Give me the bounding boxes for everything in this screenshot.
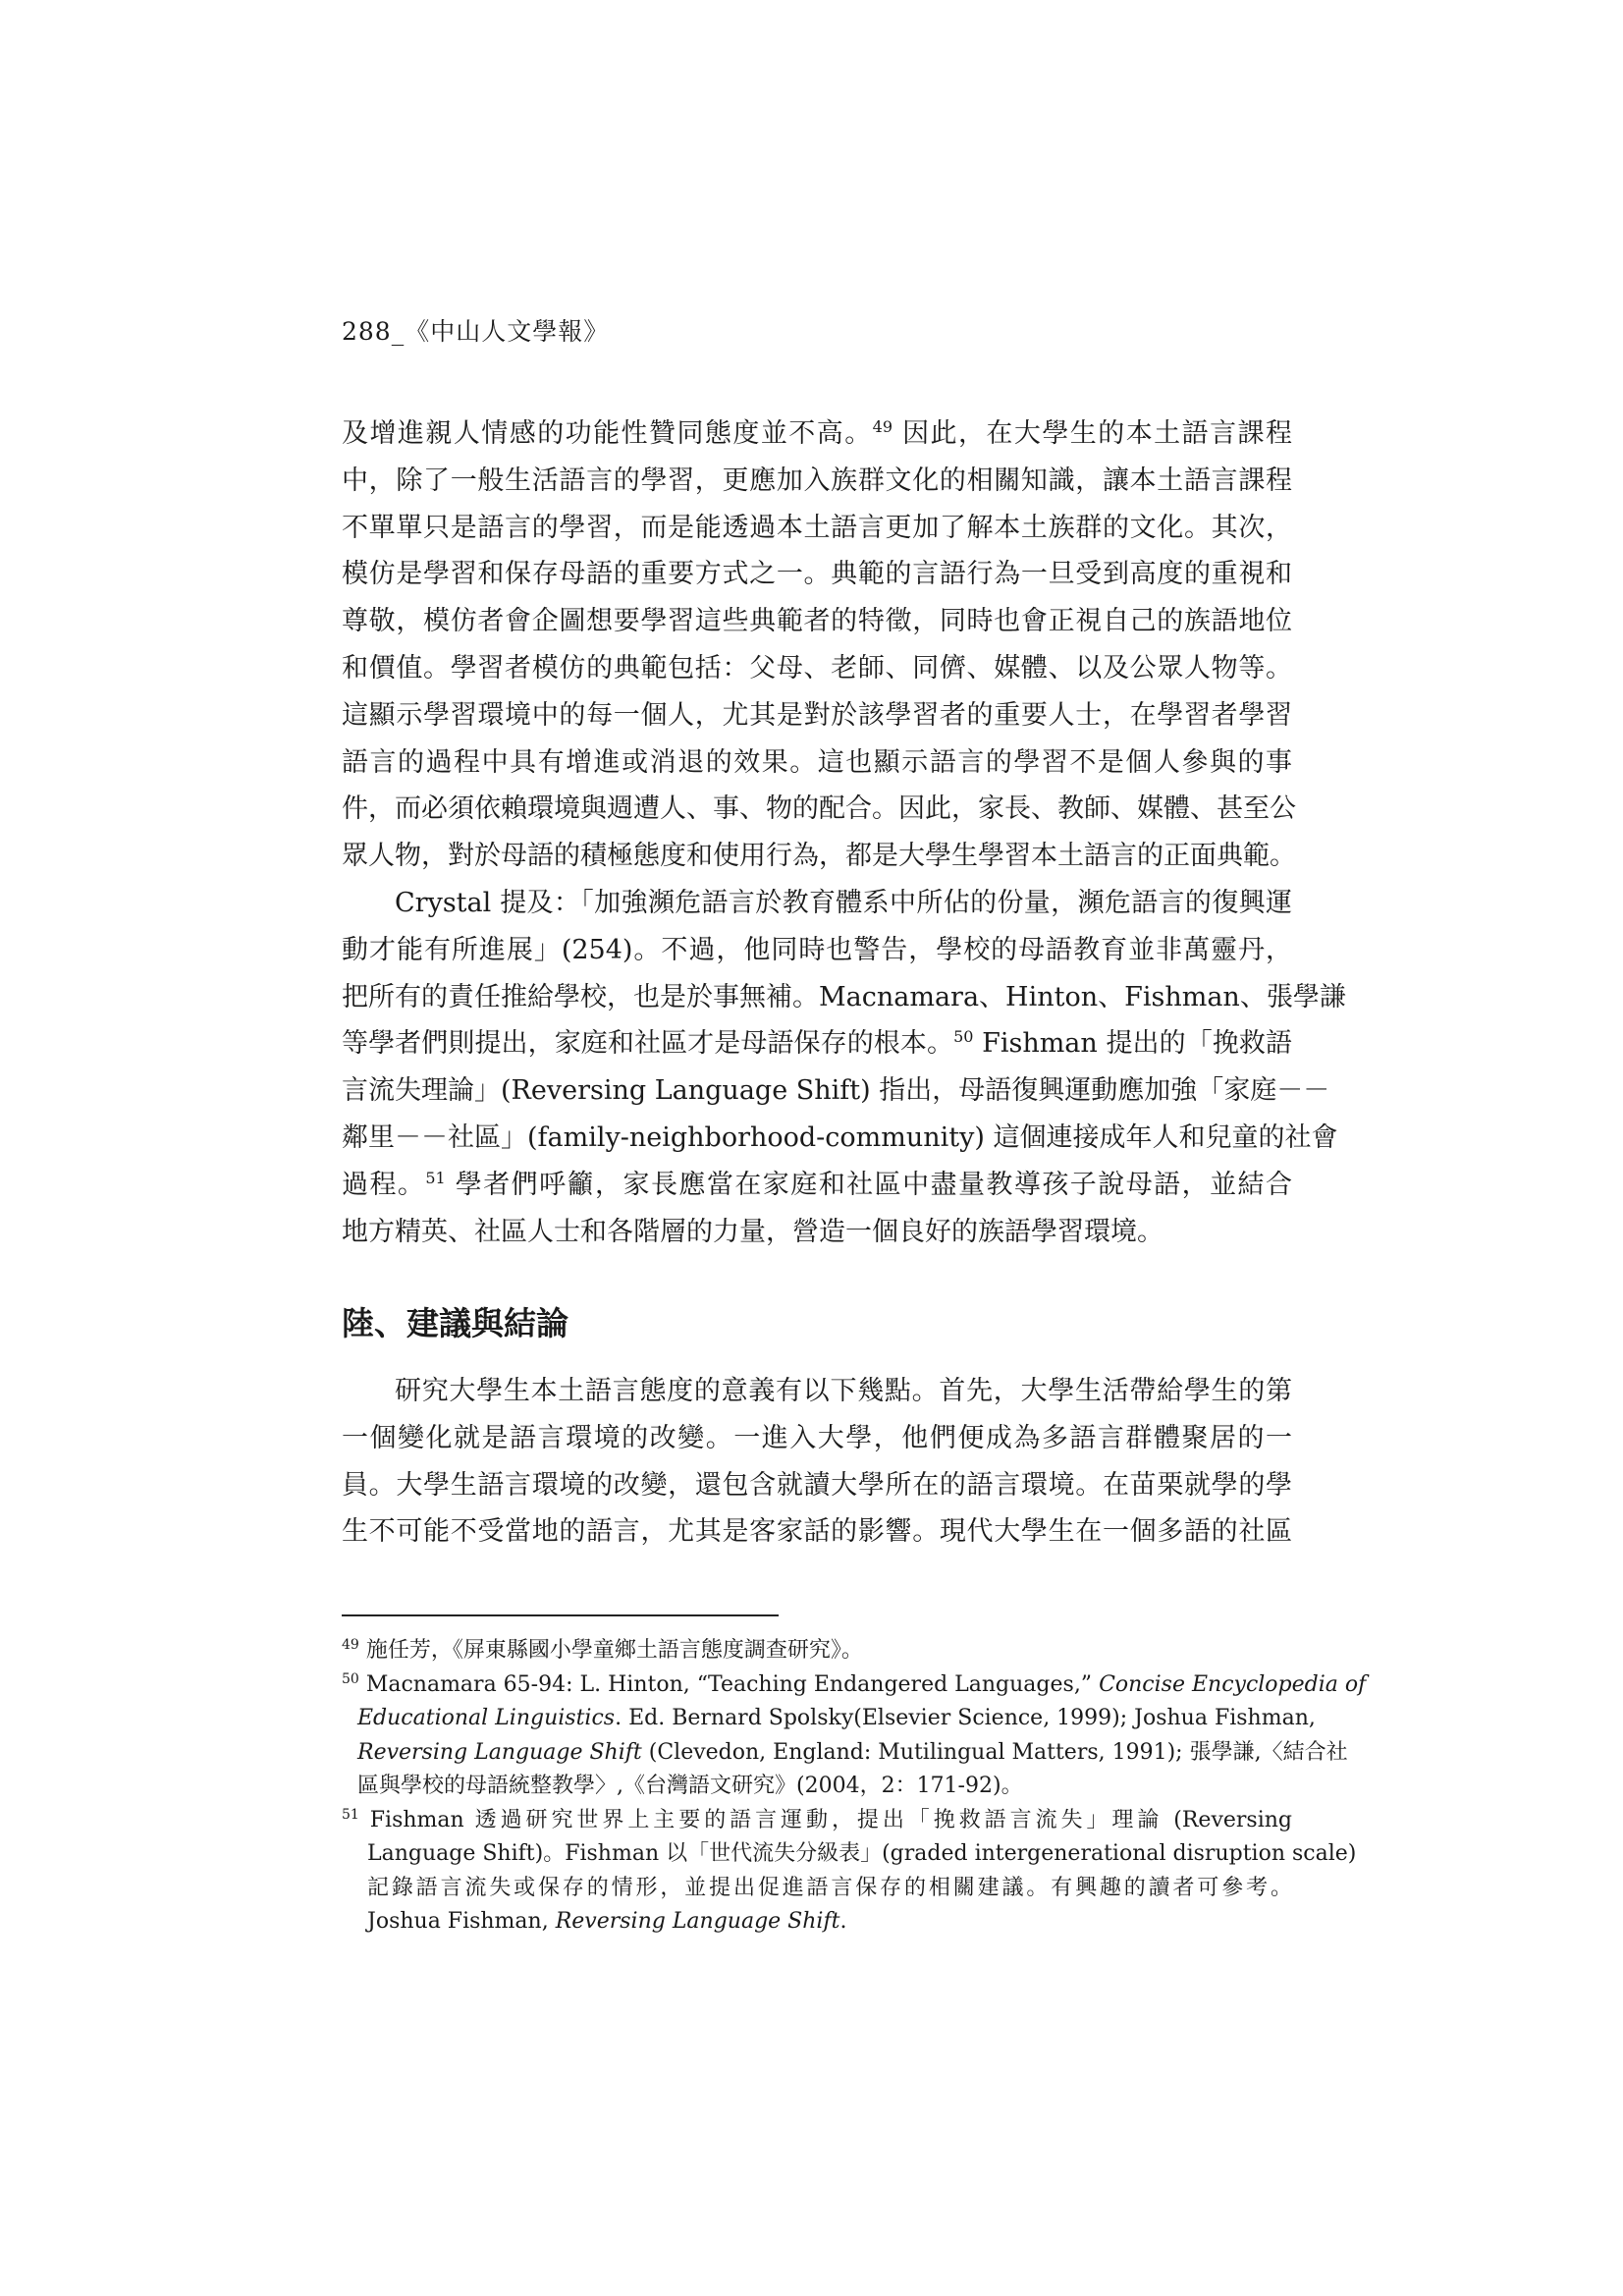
body-line: 地方精英、社區人士和各階層的力量，營造一個良好的族語學習環境。 — [342, 1216, 1163, 1247]
body-line: 模仿是學習和保存母語的重要方式之一。典範的言語行為一旦受到高度的重視和 — [342, 559, 1292, 590]
footnote-51-line: 記錄語言流失或保存的情形，並提出促進語言保存的相關建議。有興趣的讀者可參考。 — [367, 1875, 1292, 1900]
body-text-2 — [342, 1368, 1292, 1556]
body-line: 尊敬，模仿者會企圖想要學習這些典範者的特徵，同時也會正視自己的族語地位 — [342, 606, 1292, 637]
body-line: 及增進親人情感的功能性贊同態度並不高。$^{49}$ 因此，在大學生的本土語言課程 — [342, 417, 1292, 449]
body-line: 等學者們則提出，家庭和社區才是母語保存的根本。$^{50}$ Fishman 提出的「挽救語 — [342, 1027, 1293, 1060]
footnotes — [342, 1634, 1367, 1940]
footnote-51-line: Language Shift)。Fishman 以「世代流失分級表」(graded intergenerational disruption scale) — [367, 1841, 1357, 1866]
body-line: 不單單只是語言的學習，而是能透過本土語言更加了解本土族群的文化。其次， — [342, 512, 1292, 543]
footnote-50-line: Reversing Language Shift (Clevedon, England: Mutilingual Matters, 1991); 張學謙,〈結合社 — [357, 1739, 1348, 1765]
section-heading: 陸、建議與結論 — [342, 1304, 568, 1342]
footnote-51-line: Joshua Fishman, Reversing Language Shift. — [367, 1909, 847, 1934]
body-line: 把所有的責任推給學校，也是於事無補。Macnamara、Hinton、Fishman、張學謙 — [342, 981, 1346, 1012]
footnote-ref[interactable]: 51 — [425, 1168, 446, 1187]
body-line: 和價值。學習者模仿的典範包括：父母、老師、同儕、媒體、以及公眾人物等。 — [342, 652, 1292, 683]
body-line: 生不可能不受當地的語言，尤其是客家話的影響。現代大學生在一個多語的社區 — [342, 1516, 1292, 1548]
body-line: 件，而必須依賴環境與週遭人、事、物的配合。因此，家長、教師、媒體、甚至公 — [342, 793, 1296, 825]
footnote-51: $^{51}$ Fishman 透過研究世界上主要的語言運動，提出「挽救語言流失」理論 (Reversing — [342, 1806, 1292, 1832]
body-text — [342, 410, 1346, 1255]
running-head: 288_《中山人文學報》 — [342, 317, 610, 346]
body-line: 眾人物，對於母語的積極態度和使用行為，都是大學生學習本土語言的正面典範。 — [342, 841, 1296, 872]
footnote-ref[interactable]: 50 — [953, 1027, 974, 1047]
body-line: 語言的過程中具有增進或消退的效果。這也顯示語言的學習不是個人參與的事 — [342, 746, 1292, 778]
body-line: 中，除了一般生活語言的學習，更應加入族群文化的相關知識，讓本土語言課程 — [342, 465, 1292, 496]
body-line: 過程。$^{51}$ 學者們呼籲，家長應當在家庭和社區中盡量教導孩子說母語，並結合 — [342, 1168, 1292, 1200]
body-line: 一個變化就是語言環境的改變。一進入大學，他們便成為多語言群體聚居的一 — [342, 1422, 1292, 1453]
footnote-50-line: Educational Linguistics. Ed. Bernard Spolsky(Elsevier Science, 1999); Joshua Fishman, — [357, 1706, 1316, 1730]
body-line: 鄰里－－社區」(family-neighborhood-community) 這個連接成年人和兒童的社會 — [342, 1121, 1338, 1153]
footnote-50: $^{50}$ Macnamara 65-94: L. Hinton, “Teaching Endangered Languages,” Concise Encyclopedia of — [342, 1670, 1367, 1697]
body-line: 言流失理論」(Reversing Language Shift) 指出，母語復興運動應加強「家庭－－ — [342, 1075, 1330, 1107]
footnote-divider — [342, 1614, 779, 1616]
body-line: 動才能有所進展」(254)。不過，他同時也警告，學校的母語教育並非萬靈丹， — [342, 934, 1292, 965]
footnote-ref[interactable]: 49 — [872, 417, 893, 436]
footnote-49: $^{49}$ 施任芳，《屏東縣國小學童鄉土語言態度調查研究》。 — [342, 1637, 863, 1663]
body-line: Crystal 提及：「加強瀕危語言於教育體系中所佔的份量，瀕危語言的復興運 — [395, 887, 1292, 918]
body-line: 員。大學生語言環境的改變，還包含就讀大學所在的語言環境。在苗栗就學的學 — [342, 1469, 1292, 1501]
body-line: 這顯示學習環境中的每一個人，尤其是對於該學習者的重要人士，在學習者學習 — [342, 699, 1292, 731]
body-line: 研究大學生本土語言態度的意義有以下幾點。首先，大學生活帶給學生的第 — [395, 1376, 1292, 1406]
footnote-50-line: 區與學校的母語統整教學〉,《台灣語文研究》(2004，2：171-92)。 — [357, 1774, 1023, 1798]
